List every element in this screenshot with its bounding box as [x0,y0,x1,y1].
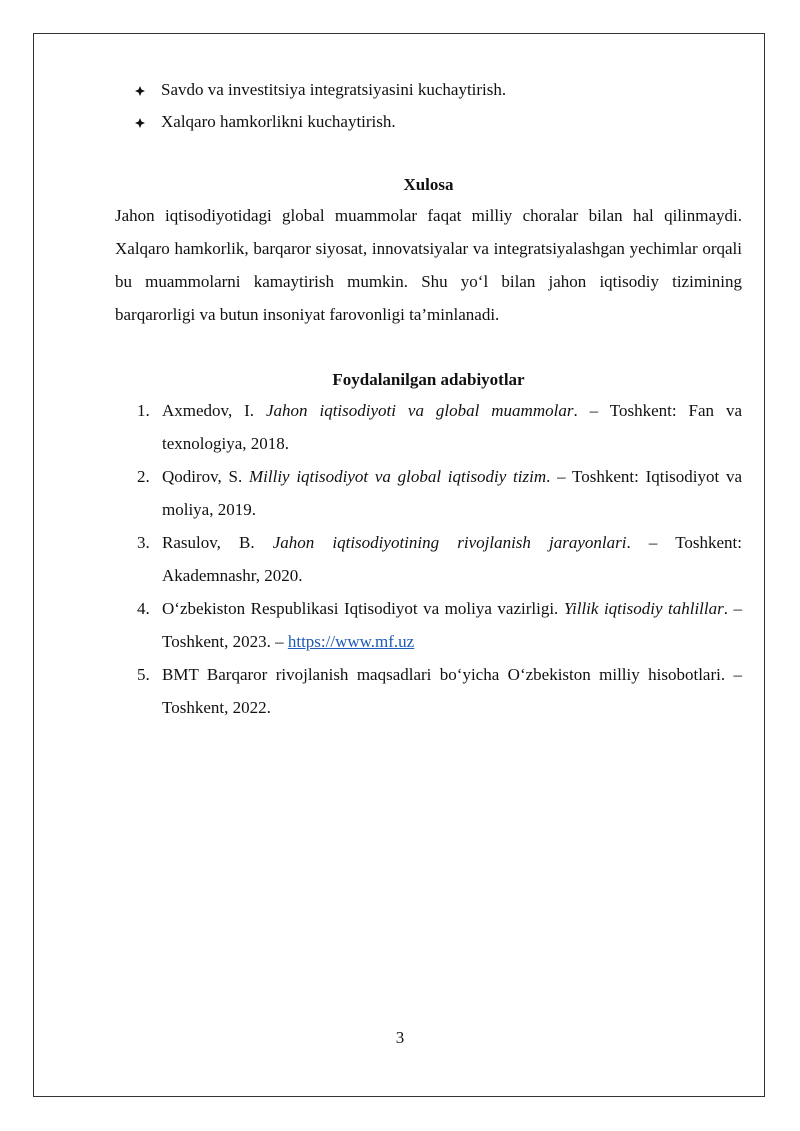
bullet-list [115,74,742,138]
page-number: 3 [395,1028,405,1047]
conclusion-heading: Xulosa [403,175,454,194]
list-item [115,74,742,106]
reference-item: 2. Qodirov, S. Milliy iqtisodiyot va global iqtisodiy tizim. – Toshkent: Iqtisodiyot va moliya, 2019. [115,460,742,526]
reference-link[interactable]: https://www.mf.uz [287,632,415,651]
reference-item: 3. Rasulov, B. Jahon iqtisodiyotining rivojlanish jarayonlari. – Toshkent: Akademnashr, 2020. [115,526,742,592]
conclusion-paragraph: Jahon iqtisodiyotidagi global muammolar faqat milliy choralar bilan hal qilinmaydi. Xalqaro hamkorlik, barqaror siyosat, innovatsiyalar va integratsiyalashgan yechimlar orqali bu muammolarni kamaytirish mumkin. Shu yo‘l bilan jahon iqtisodiy tizimining barqarorligi va butun insoniyat farovonligi ta’minlanadi. [115,206,742,324]
reference-title: Milliy iqtisodiyot va global iqtisodiy tizim [248,467,547,486]
reference-number: 2. [137,467,150,486]
reference-number: 1. [137,401,150,420]
reference-title: Jahon iqtisodiyoti va global muammolar [265,401,574,420]
reference-title: Jahon iqtisodiyotining rivojlanish jarayonlari [272,533,627,552]
diamond-bullet-icon [135,118,145,128]
reference-number: 4. [137,599,150,618]
reference-item: 5. BMT Barqaror rivojlanish maqsadlari bo‘yicha O‘zbekiston milliy hisobotlari. – Toshkent, 2022. [115,658,742,724]
reference-number: 5. [137,665,150,684]
diamond-bullet-icon [135,86,145,96]
bullet-text: Savdo va investitsiya integratsiyasini kuchaytirish. [161,80,507,99]
bullet-text: Xalqaro hamkorlikni kuchaytirish. [161,112,396,131]
reference-number: 3. [137,533,150,552]
reference-item: 4. O‘zbekiston Respublikasi Iqtisodiyot va moliya vazirligi. Yillik iqtisodiy tahlillar. – Toshkent, 2023. – https://www.mf.uz [115,592,742,658]
reference-title: Yillik iqtisodiy tahlillar [563,599,724,618]
references-list [115,394,742,724]
reference-item: 1. Axmedov, I. Jahon iqtisodiyoti va global muammolar. – Toshkent: Fan va texnologiya, 2018. [115,394,742,460]
references-heading: Foydalanilgan adabiyotlar [332,370,525,389]
list-item [115,106,742,138]
